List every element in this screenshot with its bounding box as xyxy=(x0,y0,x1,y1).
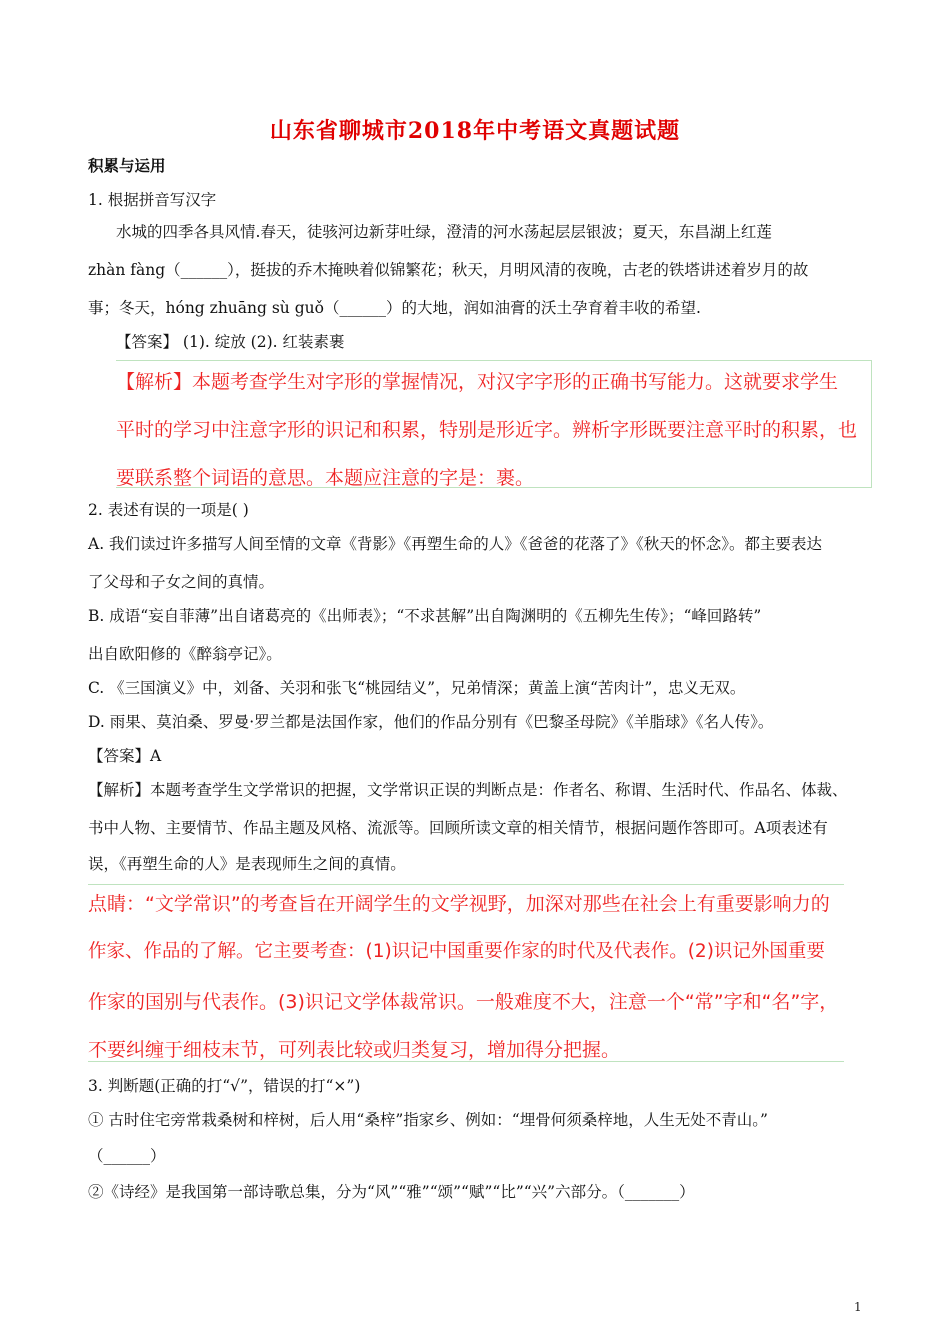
section-heading: 积累与运用 xyxy=(88,156,166,175)
q1-analysis-line: 平时的学习中注意字形的识记和积累，特别是形近字。辨析字形既要注意平时的积累，也 xyxy=(116,419,858,441)
q2-point-line: 点睛：“文学常识”的考查旨在开阔学生的文学视野，加深对那些在社会上有重要影响力的 xyxy=(88,893,830,915)
q2-point-line: 作家的国别与代表作。(3)识记文学体裁常识。一般难度不大，注意一个“常”字和“名”字， xyxy=(88,991,839,1013)
q3-item-line: （______） xyxy=(88,1147,166,1165)
q1-answer: 【答案】 (1). 绽放 (2). 红装素裹 xyxy=(116,333,345,351)
q2-point-line: 不要纠缠于细枝末节，可列表比较或归类复习，增加得分把握。 xyxy=(88,1039,621,1061)
q2-option-line: 出自欧阳修的《醉翁亭记》。 xyxy=(88,645,282,663)
q2-analysis-line: 误，《再塑生命的人》是表现师生之间的真情。 xyxy=(88,855,406,873)
q2-option-line: D. 雨果、莫泊桑、罗曼·罗兰都是法国作家，他们的作品分别有《巴黎圣母院》《羊脂球》《名人传》。 xyxy=(88,713,774,731)
q2-heading: 2. 表述有误的一项是( ) xyxy=(88,501,249,519)
document-title: 山东省聊城市2018年中考语文真题试题 xyxy=(269,118,681,144)
q2-option-line: 了父母和子女之间的真情。 xyxy=(88,573,275,591)
q3-heading: 3. 判断题(正确的打“√”，错误的打“×”) xyxy=(88,1077,361,1095)
q2-point-line: 作家、作品的了解。它主要考查：(1)识记中国重要作家的时代及代表作。(2)识记外国重要 xyxy=(88,941,825,962)
q1-text-line: zhàn fàng（______），挺拔的乔木掩映着似锦繁花；秋天，月明风清的夜晚，古老的铁塔讲述着岁月的故 xyxy=(88,261,809,279)
q1-heading: 1. 根据拼音写汉字 xyxy=(88,191,217,209)
q2-option-line: B. 成语“妄自菲薄”出自诸葛亮的《出师表》；“不求甚解”出自陶渊明的《五柳先生传》；“峰回路转” xyxy=(88,607,762,625)
q1-analysis-line: 要联系整个词语的意思。本题应注意的字是：裹。 xyxy=(116,467,535,489)
q2-analysis-line: 书中人物、主要情节、作品主题及风格、流派等。回顾所读文章的相关情节，根据问题作答即可。A项表述有 xyxy=(88,819,828,837)
q2-point-box xyxy=(88,884,844,1062)
q3-item-line: ① 古时住宅旁常栽桑树和梓树，后人用“桑梓”指家乡、例如：“埋骨何须桑梓地，人生无处不青山。” xyxy=(88,1111,768,1129)
q2-analysis-line: 【解析】本题考查学生文学常识的把握，文学常识正误的判断点是：作者名、称谓、生活时代、作品名、体裁、 xyxy=(88,781,848,799)
q1-analysis-line: 【解析】本题考查学生对字形的掌握情况，对汉字字形的正确书写能力。这就要求学生 xyxy=(116,371,839,393)
q1-text-line: 事；冬天，hóng zhuāng sù guǒ（______）的大地，润如油膏的沃土孕育着丰收的希望. xyxy=(88,299,701,317)
page-number: 1 xyxy=(854,1300,862,1314)
q2-option-line: C. 《三国演义》中，刘备、关羽和张飞“桃园结义”，兄弟情深；黄盖上演“苦肉计”，忠义无双。 xyxy=(88,679,746,697)
q2-option-line: A. 我们读过许多描写人间至情的文章《背影》《再塑生命的人》《爸爸的花落了》《秋天的怀念》。都主要表达 xyxy=(88,535,823,553)
q2-answer: 【答案】A xyxy=(88,747,162,765)
q1-analysis-box xyxy=(116,360,872,488)
q1-text-line: 水城的四季各具风情.春天，徒骇河边新芽吐绿，澄清的河水荡起层层银波；夏天，东昌湖上红莲 xyxy=(116,223,772,241)
q3-item-line: ②《诗经》是我国第一部诗歌总集，分为“风”“雅”“颂”“赋”“比”“兴”六部分。（_______） xyxy=(88,1183,695,1201)
